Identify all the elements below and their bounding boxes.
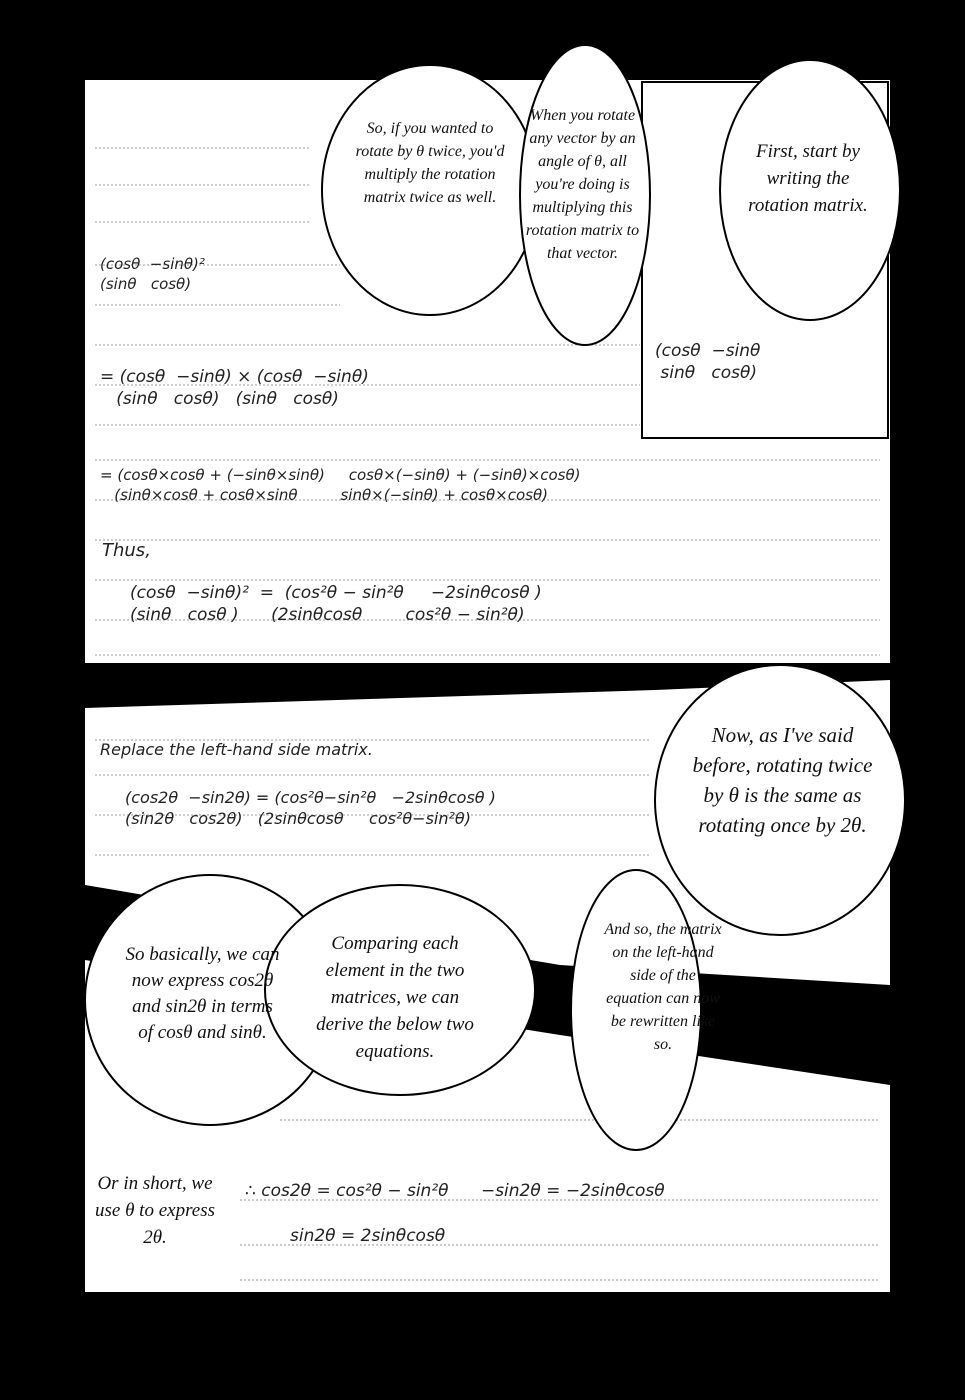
bubble-text: So, if you wanted to rotate by θ twice, you'd multiply the rotation matrix twice as well.	[355, 120, 505, 206]
bubble-text: When you rotate any vector by an angle of θ, all you're doing is multiplying this rotation matrix to that vector.	[525, 107, 640, 262]
squared-matrix: (cosθ −sinθ)² (sinθ cosθ)	[100, 255, 205, 293]
bubble-text: First, start by writing the rotation matrix.	[748, 141, 868, 216]
final-equation-2: sin2θ = 2sinθcosθ	[290, 1226, 446, 1246]
final-equation-1: ∴ cos2θ = cos²θ − sin²θ −sin2θ = −2sinθcosθ	[245, 1181, 665, 1201]
bubble-text: Comparing each element in the two matrices, we can derive the below two equations.	[316, 933, 474, 1062]
bubble-text: Now, as I've said before, rotating twice by θ is the same as rotating once by 2θ.	[692, 723, 873, 837]
bubble-text: And so, the matrix on the left-hand side of the equation can now be rewritten like so.	[604, 921, 722, 1053]
rotation-matrix: (cosθ −sinθ sinθ cosθ)	[655, 341, 761, 384]
thus-label: Thus,	[102, 540, 151, 561]
replace-equation: (cos2θ −sin2θ) = (cos²θ−sin²θ −2sinθcosθ ) (sin2θ cos2θ) (2sinθcosθ cos²θ−sin²θ)	[125, 788, 496, 828]
product-equation: = (cosθ −sinθ) × (cosθ −sinθ) (sinθ cosθ) (sinθ cosθ)	[100, 367, 369, 410]
expanded-equation: = (cosθ×cosθ + (−sinθ×sinθ) cosθ×(−sinθ) + (−sinθ)×cosθ) (sinθ×cosθ + cosθ×sinθ sinθ×(−sinθ) + cosθ×cosθ)	[100, 466, 581, 504]
replace-label: Replace the left-hand side matrix.	[100, 740, 373, 759]
bubble-text: So basically, we can now express cos2θ and sin2θ in terms of cosθ and sinθ.	[125, 944, 280, 1043]
caption-text: Or in short, we use θ to express 2θ.	[95, 1173, 215, 1248]
result-equation: (cosθ −sinθ)² = (cos²θ − sin²θ −2sinθcosθ ) (sinθ cosθ ) (2sinθcosθ cos²θ − sin²θ)	[130, 583, 542, 626]
